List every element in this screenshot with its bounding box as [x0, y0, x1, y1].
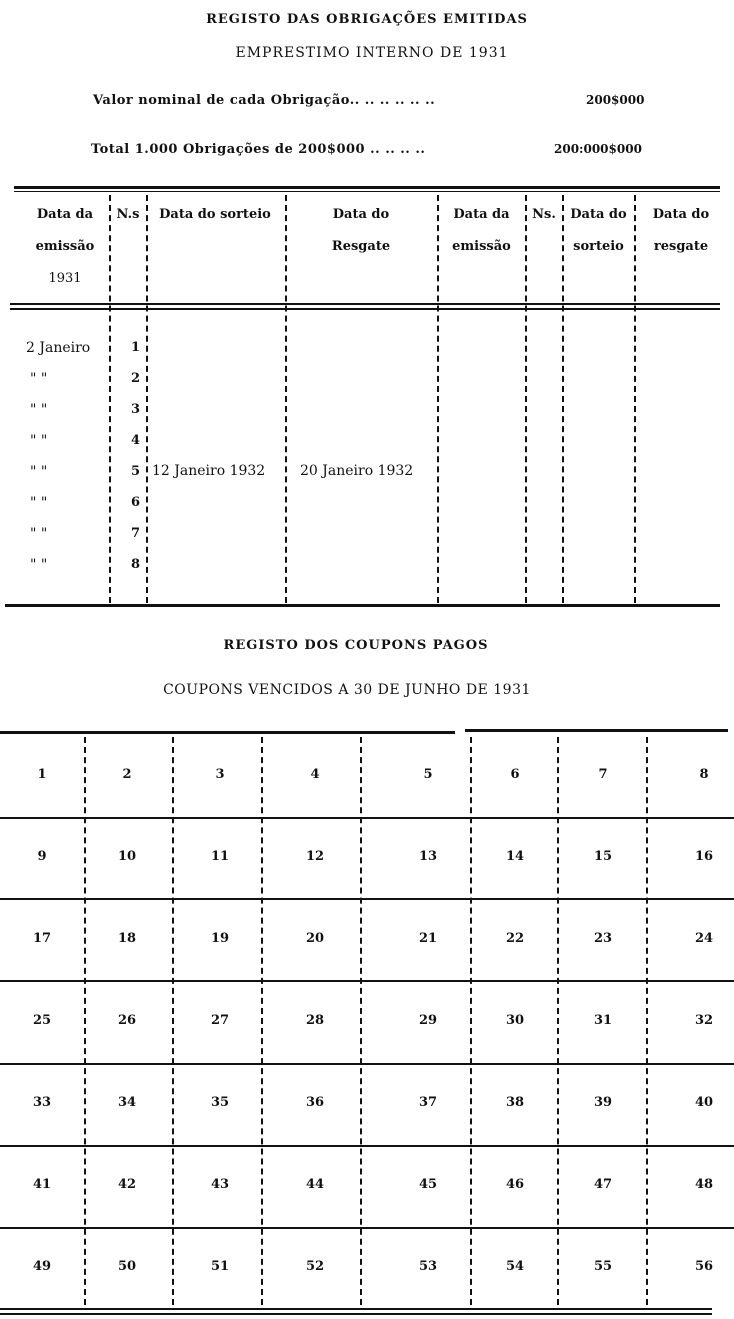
row-emission-date: " "	[30, 464, 48, 480]
coupon-number: 32	[694, 1013, 714, 1028]
header-bottom-rule-2	[10, 308, 720, 310]
row-emission-date: " "	[30, 402, 48, 418]
coupon-number: 38	[505, 1095, 525, 1110]
coupons-col-sep	[646, 737, 648, 1305]
coupon-number: 41	[32, 1177, 52, 1192]
coupon-number: 56	[694, 1259, 714, 1274]
coupon-number: 37	[418, 1095, 438, 1110]
coupon-number: 3	[215, 767, 225, 782]
coupon-number: 8	[699, 767, 709, 782]
coupon-number: 6	[510, 767, 520, 782]
coupon-number: 42	[117, 1177, 137, 1192]
header-data-sorteio: Data do sorteio	[159, 207, 271, 222]
coupon-number: 52	[305, 1259, 325, 1274]
row-emission-date: 2 Janeiro	[26, 340, 91, 356]
coupon-number: 12	[305, 849, 325, 864]
coupon-number: 10	[117, 849, 137, 864]
coupon-number: 22	[505, 931, 525, 946]
coupon-number: 20	[305, 931, 325, 946]
coupons-top-rule-right	[465, 729, 728, 732]
coupons-row-rule	[0, 817, 734, 819]
coupon-number: 15	[593, 849, 613, 864]
coupon-number: 2	[122, 767, 132, 782]
table-top-rule	[14, 186, 720, 189]
coupons-row-rule	[0, 1063, 734, 1065]
coupon-number: 5	[423, 767, 433, 782]
coupon-number: 44	[305, 1177, 325, 1192]
coupon-number: 23	[593, 931, 613, 946]
coupons-row-rule	[0, 1227, 734, 1229]
coupons-col-sep	[261, 737, 263, 1305]
row-number: 6	[131, 495, 141, 510]
row-emission-date: " "	[30, 526, 48, 542]
coupon-number: 24	[694, 931, 714, 946]
table-bottom-rule	[5, 604, 720, 607]
row-emission-date: " "	[30, 433, 48, 449]
coupon-number: 46	[505, 1177, 525, 1192]
coupon-number: 29	[418, 1013, 438, 1028]
coupon-number: 28	[305, 1013, 325, 1028]
coupons-bottom-rule	[0, 1308, 712, 1310]
coupons-row-rule	[0, 898, 734, 900]
page-subtitle: EMPRESTIMO INTERNO DE 1931	[235, 45, 509, 61]
row-number: 4	[131, 433, 141, 448]
coupon-number: 39	[593, 1095, 613, 1110]
coupon-number: 9	[37, 849, 47, 864]
total-label: Total 1.000 Obrigações de 200$000 .. .. .. ..	[91, 142, 426, 157]
row-number: 2	[131, 371, 141, 386]
coupons-title: REGISTO DOS COUPONS PAGOS	[223, 638, 489, 653]
coupons-row-rule	[0, 1145, 734, 1147]
nominal-value-label: Valor nominal de cada Obrigação.. .. .. .. .. ..	[93, 93, 436, 108]
coupon-number: 21	[418, 931, 438, 946]
coupon-number: 26	[117, 1013, 137, 1028]
coupon-number: 53	[418, 1259, 438, 1274]
coupon-number: 19	[210, 931, 230, 946]
coupons-col-sep	[470, 737, 472, 1305]
total-amount: 200:000$000	[554, 142, 642, 156]
coupons-col-sep	[84, 737, 86, 1305]
resgate-date: 20 Janeiro 1932	[300, 463, 414, 479]
coupon-number: 14	[505, 849, 525, 864]
header-ns: N.s	[116, 207, 140, 222]
coupon-number: 55	[593, 1259, 613, 1274]
coupon-number: 45	[418, 1177, 438, 1192]
coupons-subtitle: COUPONS VENCIDOS A 30 DE JUNHO DE 1931	[163, 682, 531, 698]
coupons-col-sep	[557, 737, 559, 1305]
coupon-number: 48	[694, 1177, 714, 1192]
header-data-resgate-b: Data do resgate	[652, 207, 710, 254]
header-data-emissao: Data da emissão 1931	[35, 207, 95, 286]
row-number: 3	[131, 402, 141, 417]
header-data-emissao-b: Data da emissão	[452, 207, 511, 254]
row-emission-date: " "	[30, 557, 48, 573]
coupon-number: 30	[505, 1013, 525, 1028]
coupon-number: 47	[593, 1177, 613, 1192]
coupon-number: 18	[117, 931, 137, 946]
coupon-number: 17	[32, 931, 52, 946]
row-emission-date: " "	[30, 371, 48, 387]
header-bottom-rule	[10, 303, 720, 305]
header-data-sorteio-b: Data do sorteio	[570, 207, 627, 254]
coupon-number: 50	[117, 1259, 137, 1274]
coupons-top-rule-left	[0, 731, 455, 734]
coupons-row-rule	[0, 980, 734, 982]
coupon-number: 51	[210, 1259, 230, 1274]
coupon-number: 16	[694, 849, 714, 864]
row-number: 1	[131, 340, 141, 355]
nominal-value-amount: 200$000	[586, 93, 645, 107]
coupon-number: 25	[32, 1013, 52, 1028]
sorteio-date: 12 Janeiro 1932	[152, 463, 266, 479]
row-emission-date: " "	[30, 495, 48, 511]
header-data-resgate: Data do Resgate	[331, 207, 391, 254]
coupon-number: 36	[305, 1095, 325, 1110]
coupon-number: 49	[32, 1259, 52, 1274]
row-number: 8	[131, 557, 141, 572]
coupon-number: 31	[593, 1013, 613, 1028]
coupon-number: 35	[210, 1095, 230, 1110]
coupon-number: 33	[32, 1095, 52, 1110]
coupons-col-sep	[172, 737, 174, 1305]
table-top-rule-thin	[14, 191, 720, 192]
coupon-number: 43	[210, 1177, 230, 1192]
coupon-number: 4	[310, 767, 320, 782]
col-sep	[146, 195, 148, 603]
coupon-number: 34	[117, 1095, 137, 1110]
row-number: 5	[131, 464, 141, 479]
coupon-number: 40	[694, 1095, 714, 1110]
coupon-number: 1	[37, 767, 47, 782]
coupon-number: 27	[210, 1013, 230, 1028]
page-title: REGISTO DAS OBRIGAÇÕES EMITIDAS	[206, 12, 528, 27]
header-ns-b: Ns.	[532, 207, 556, 222]
coupon-number: 11	[210, 849, 230, 864]
coupon-number: 54	[505, 1259, 525, 1274]
coupons-col-sep	[360, 737, 362, 1305]
col-sep	[525, 195, 527, 603]
row-number: 7	[131, 526, 141, 541]
coupon-number: 7	[598, 767, 608, 782]
coupon-number: 13	[418, 849, 438, 864]
coupons-bottom-rule-2	[0, 1313, 712, 1315]
